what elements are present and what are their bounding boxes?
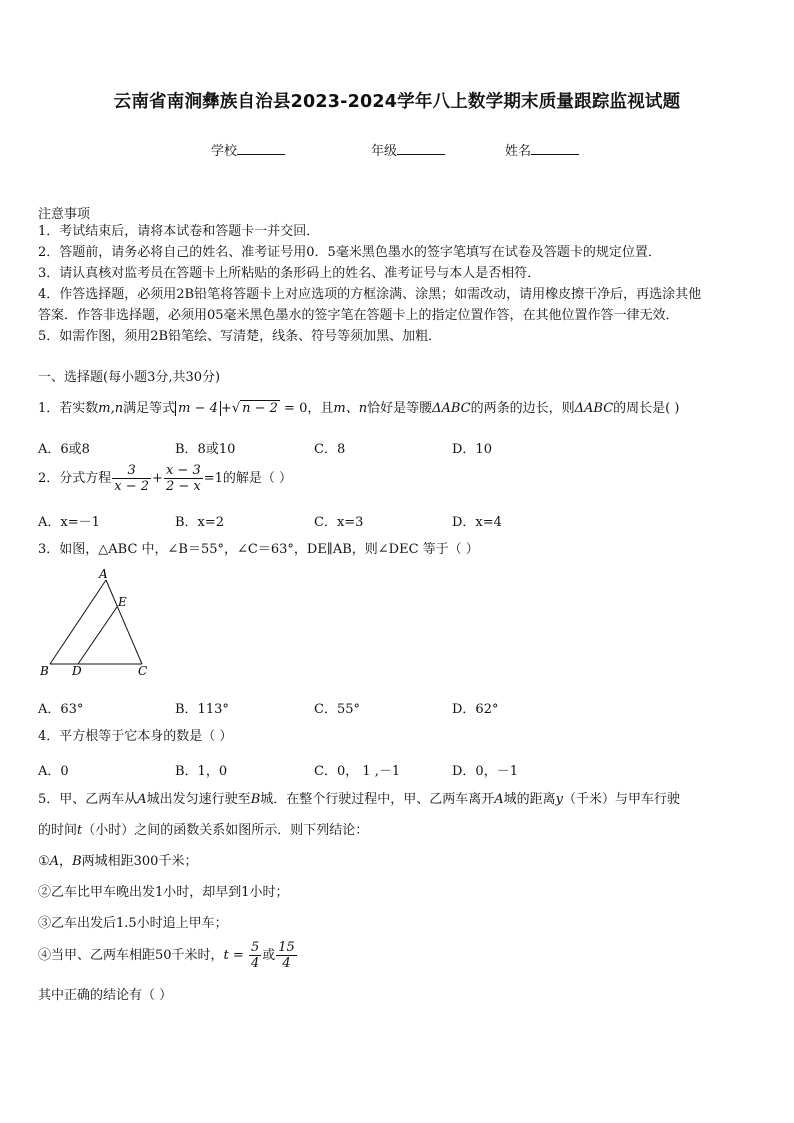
conclusion-3: ③乙车出发后1.5小时追上甲车； <box>38 916 228 931</box>
option-a: A．x=－1 <box>38 515 100 530</box>
fraction: $\frac{x - 3}{2 - x}$ <box>165 463 201 494</box>
notice-item: 2．答题前，请务必将自己的姓名、准考证号用0．5毫米黑色墨水的签字笔填写在试卷及答题卡的规定位置． <box>38 245 661 260</box>
question-3: 3．如图，△ABC 中，∠B＝55°，∠C＝63°，DE∥AB，则∠DEC 等于（ ） <box>38 542 479 557</box>
name-label: 姓名 <box>505 144 532 159</box>
option-b: B．x=2 <box>175 515 225 530</box>
abs-expression: m − 4 <box>175 401 221 416</box>
notice-item: 答案．作答非选择题，必须用05毫米黑色墨水的签字笔在答题卡上的指定位置作答，在其他位置作答一律无效． <box>38 308 679 323</box>
option-a: A．63° <box>38 702 84 717</box>
option-a: A．6或8 <box>38 442 90 457</box>
name-blank <box>531 142 579 155</box>
question-5: 5．甲、乙两车从A城出发匀速行驶至B城．在整个行驶过程中，甲、乙两车离开A城的距离y（千米）与甲车行驶 <box>38 792 681 807</box>
notice-item: 1．考试结束后，请将本试卷和答题卡一并交回． <box>38 224 320 239</box>
option-b: B．113° <box>175 702 229 717</box>
fraction: $\frac{5}{4}$ <box>250 940 260 971</box>
grade-blank <box>397 142 445 155</box>
label-b: B <box>40 664 49 678</box>
question-4: 4．平方根等于它本身的数是（ ） <box>38 729 233 744</box>
option-d: D．x=4 <box>452 515 502 530</box>
grade-field <box>371 140 445 159</box>
side-ab <box>50 580 106 664</box>
notice-item: 5．如需作图，须用2B铅笔绘、写清楚，线条、符号等须加黑、加粗． <box>38 329 442 344</box>
question-5-cont: 的时间t（小时）之间的函数关系如图所示．则下列结论： <box>38 823 369 838</box>
school-field <box>211 140 285 159</box>
option-c: C．55° <box>314 702 360 717</box>
fraction: $\frac{15}{4}$ <box>278 940 295 971</box>
label-c: C <box>138 664 148 678</box>
option-d: D．0，－1 <box>452 764 518 779</box>
label-e: E <box>118 595 127 609</box>
option-c: C．x=3 <box>314 515 364 530</box>
segment-de <box>78 607 117 664</box>
option-b: B．1，0 <box>175 764 228 779</box>
triangle-figure <box>38 568 158 683</box>
school-label: 学校 <box>211 144 238 159</box>
question-2: 2．分式方程 $\frac{3}{x - 2}$ + $\frac{x - 3}{2 - x}$ =1的解是（ ） <box>38 463 293 494</box>
sqrt-expression: n − 2 <box>242 401 278 416</box>
page-title: 云南省南涧彝族自治县2023-2024学年八上数学期末质量跟踪监视试题 <box>113 92 681 112</box>
option-b: B．8或10 <box>175 442 236 457</box>
notice-item: 3．请认真核对监考员在答题卡上所粘贴的条形码上的姓名、准考证号与本人是否相符． <box>38 266 541 281</box>
option-c: C．0， 1 ,－1 <box>314 764 401 779</box>
school-blank <box>237 142 285 155</box>
name-field <box>505 140 579 159</box>
conclusion-4: ④当甲、乙两车相距50千米时，t = $\frac{5}{4}$ 或 $\frac{15}{4}$ <box>38 940 295 971</box>
label-d: D <box>72 664 82 678</box>
grade-label: 年级 <box>371 144 398 159</box>
label-a: A <box>99 568 108 581</box>
conclusion-2: ②乙车比甲车晚出发1小时，却早到1小时； <box>38 885 289 900</box>
notice-heading: 注意事项 <box>38 207 91 222</box>
option-d: D．10 <box>452 442 492 457</box>
option-d: D．62° <box>452 702 499 717</box>
fraction: $\frac{3}{x - 2}$ <box>114 463 150 494</box>
option-a: A．0 <box>38 764 69 779</box>
side-ac <box>106 580 142 664</box>
section-heading: 一、选择题(每小题3分,共30分) <box>38 370 221 385</box>
conclusion-1: ①A，B两城相距300千米； <box>38 854 198 869</box>
question-1: 1．若实数m,n满足等式 m − 4 +√ n − 2 = 0，且m、n恰好是等腰ΔABC的两条的边长，则ΔABC的周长是( ) <box>38 401 680 416</box>
notice-item: 4．作答选择题，必须用2B铅笔将答题卡上对应选项的方框涂满、涂黑；如需改动，请用橡皮擦干净后，再选涂其他 <box>38 287 702 302</box>
question-5-ending: 其中正确的结论有（ ） <box>38 988 173 1003</box>
option-c: C．8 <box>314 442 346 457</box>
